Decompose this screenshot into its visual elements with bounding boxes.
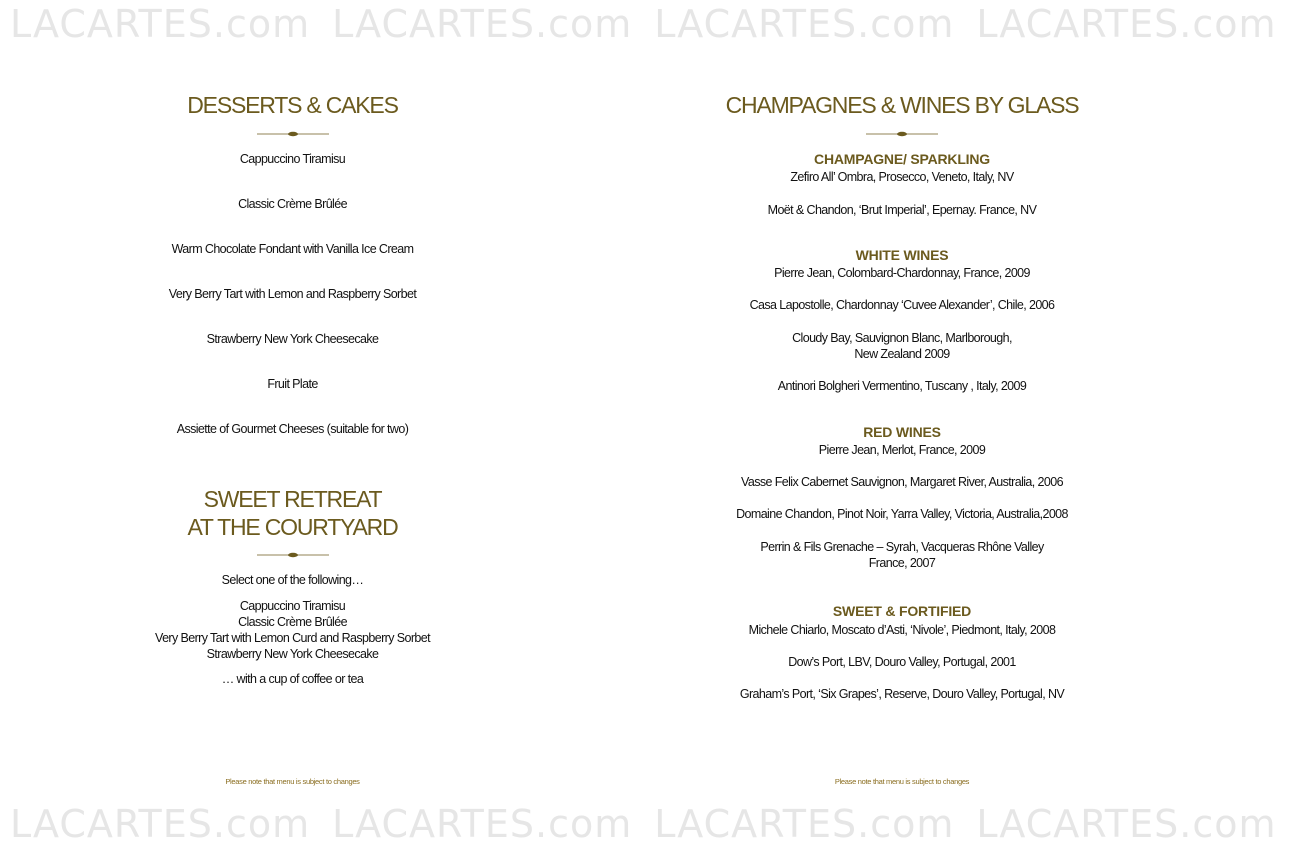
watermark-text: LACARTES.com [10,802,311,846]
wines-title: CHAMPAGNES & WINES BY GLASS [725,92,1079,118]
divider-ornament-icon [257,131,329,137]
retreat-title-line2: AT THE COURTYARD [187,514,398,540]
retreat-title-line1: SWEET RETREAT [203,486,382,512]
wine-item: Antinori Bolgheri Vermentino, Tuscany , Italy, 2009 [777,379,1027,393]
wine-item: Domaine Chandon, Pinot Noir, Yarra Valley, Victoria, Australia,2008 [736,507,1068,521]
watermark-text: LACARTES.com [332,802,633,846]
sweet-fortified-heading: SWEET & FORTIFIED [832,603,972,619]
dessert-item: Very Berry Tart with Lemon and Raspberry Sorbet [168,287,417,301]
dessert-item: Warm Chocolate Fondant with Vanilla Ice Cream [171,242,414,256]
white-wines-heading: WHITE WINES [855,247,949,263]
wine-item: Pierre Jean, Colombard-Chardonnay, France, 2009 [774,266,1030,280]
wine-item: Graham’s Port, ‘Six Grapes’, Reserve, Douro Valley, Portugal, NV [739,687,1065,701]
watermark-text: LACARTES.com [976,2,1277,46]
watermark-top [10,2,1277,46]
watermark-text: LACARTES.com [654,802,955,846]
wine-item: Vasse Felix Cabernet Sauvignon, Margaret River, Australia, 2006 [741,475,1063,489]
dessert-item: Cappuccino Tiramisu [239,152,346,166]
divider-ornament-icon [257,552,329,558]
champagne-heading: CHAMPAGNE/ SPARKLING [814,151,990,167]
wine-item: Moët & Chandon, ‘Brut Imperial’, Epernay. France, NV [767,203,1037,217]
retreat-item: Very Berry Tart with Lemon Curd and Raspberry Sorbet [155,631,430,645]
wine-item: Dow’s Port, LBV, Douro Valley, Portugal, 2001 [788,655,1016,669]
dessert-item: Strawberry New York Cheesecake [206,332,379,346]
wine-item: Perrin & Fils Grenache – Syrah, Vacqueras Rhône Valley [760,540,1044,554]
menu-change-note: Please note that menu is subject to changes [834,777,970,786]
retreat-item: Cappuccino Tiramisu [239,599,346,613]
retreat-outro: … with a cup of coffee or tea [221,672,364,686]
dessert-item: Assiette of Gourmet Cheeses (suitable for two) [176,422,409,436]
wine-item: New Zealand 2009 [854,347,950,361]
wine-item: Casa Lapostolle, Chardonnay ‘Cuvee Alexander’, Chile, 2006 [749,298,1055,312]
watermark-text: LACARTES.com [10,2,311,46]
retreat-intro: Select one of the following… [221,573,364,587]
watermark-text: LACARTES.com [332,2,633,46]
dessert-item: Fruit Plate [267,377,318,391]
wine-item: Michele Chiarlo, Moscato d’Asti, ‘Nivole’, Piedmont, Italy, 2008 [748,623,1056,637]
dessert-item: Classic Crème Brûlée [238,197,347,211]
red-wines-heading: RED WINES [863,424,941,440]
wine-item: Pierre Jean, Merlot, France, 2009 [818,443,986,457]
desserts-title: DESSERTS & CAKES [187,92,398,118]
menu-change-note: Please note that menu is subject to changes [225,777,360,786]
watermark-text: LACARTES.com [976,802,1277,846]
watermark-bottom [10,802,1277,846]
divider-ornament-icon [866,131,938,137]
wine-item: Cloudy Bay, Sauvignon Blanc, Marlborough, [792,331,1012,345]
wine-item: France, 2007 [868,556,936,570]
wine-item: Zefiro All’ Ombra, Prosecco, Veneto, Italy, NV [790,170,1014,184]
watermark-text: LACARTES.com [654,2,955,46]
retreat-item: Strawberry New York Cheesecake [206,647,379,661]
retreat-item: Classic Crème Brûlée [238,615,347,629]
